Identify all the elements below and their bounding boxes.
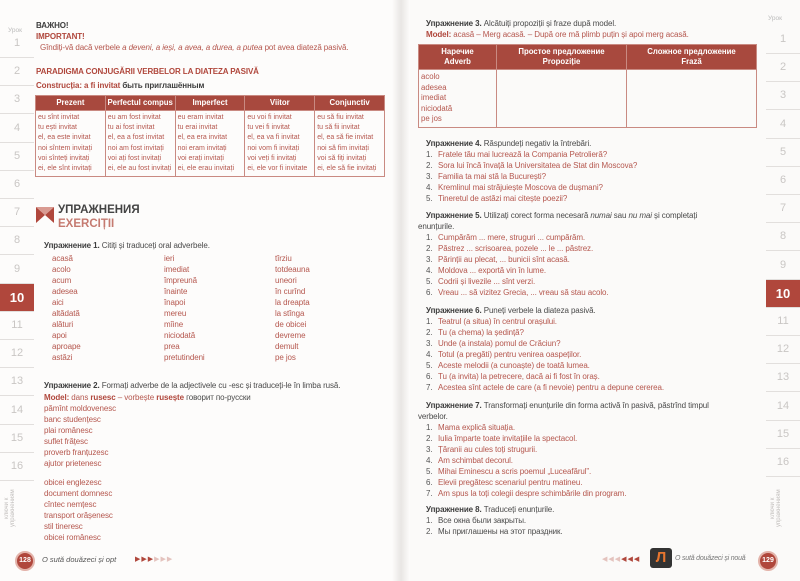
list-item: [426, 466, 626, 477]
conjugation-form: eu sînt invitat: [38, 114, 80, 121]
adverb: apoi: [52, 331, 67, 340]
note-verbs: a deveni, a ieși, a avea, a durea, a putea: [122, 43, 263, 52]
list-item: [426, 371, 664, 382]
ex1-title: [44, 240, 210, 251]
exercises-title-ru: УПРАЖНЕНИЯ: [58, 204, 140, 216]
adverb: aici: [52, 298, 64, 307]
lesson-tab-12[interactable]: 12: [0, 340, 34, 368]
list-item: [426, 526, 563, 537]
item-number: 1.: [426, 317, 433, 326]
item-number: 6.: [426, 478, 433, 487]
adverb: niciodată: [421, 103, 453, 113]
lesson-tab-14[interactable]: 14: [766, 393, 800, 421]
lesson-tab-13[interactable]: 13: [766, 364, 800, 392]
ex5-task: și completați: [651, 211, 698, 220]
list-item: [426, 276, 608, 287]
conjugation-form: tu ai fost invitat: [107, 124, 155, 132]
item-number: 3.: [426, 255, 433, 264]
item-text: Acestea sînt actele de care (a fi nevoie) pentru a depune cererea.: [438, 383, 664, 392]
list-item: [426, 316, 664, 327]
conjugation-form: voi să fiți invitați: [317, 154, 367, 162]
item-text: Iulia împarte toate invitațiile la spectacol.: [438, 434, 578, 443]
item-text: Am spus la toți colegii despre schimbările din program.: [438, 489, 627, 498]
adverb: înapoi: [164, 298, 186, 307]
ex5-title: [426, 210, 697, 221]
ex4-items: [426, 149, 637, 204]
ex5-items: [426, 232, 608, 298]
keys-tab[interactable]: ключи к упражнениям: [4, 489, 16, 527]
ex7-task-end: verbelor.: [418, 412, 448, 421]
ex4-task: Răspundeți negativ la întrebări.: [481, 139, 592, 148]
list-item: [426, 254, 608, 265]
model-text: acasă – Merg acasă. – După ore mă plimb puțin și apoi merg acasă.: [451, 30, 689, 39]
phrase: suflet frățesc: [44, 437, 88, 446]
lesson-tab-5[interactable]: 5: [0, 143, 34, 171]
adverb: adesea: [52, 287, 78, 296]
lesson-tab-11[interactable]: 11: [766, 308, 800, 336]
lesson-tab-4[interactable]: 4: [766, 111, 800, 139]
adverb: adesea: [421, 82, 447, 92]
model-ru: говорит по-русски: [183, 393, 251, 402]
adverb: demult: [275, 342, 299, 351]
list-item: [426, 422, 626, 433]
item-text: Aceste melodii (a cunoaște) de toată lumea.: [438, 361, 590, 370]
item-number: 2.: [426, 161, 433, 170]
page-number: 129: [758, 551, 778, 571]
adverb: prea: [164, 342, 180, 351]
phrase: obicei englezesc: [44, 478, 102, 487]
important-ru: ВАЖНО!: [36, 21, 69, 30]
item-number: 1.: [426, 150, 433, 159]
adverb: acolo: [52, 265, 71, 274]
header-line: Adverb: [444, 57, 471, 66]
conjugation-form: noi vom fi invitați: [247, 144, 300, 152]
item-number: 4.: [426, 456, 433, 465]
adverb: alături: [52, 320, 74, 329]
table-cell: [36, 111, 106, 177]
list-item: [426, 193, 637, 204]
item-number: 4.: [426, 183, 433, 192]
adverb: mîine: [164, 320, 184, 329]
ex1-task: Citiți și traduceți oral adverbele.: [99, 241, 210, 250]
conjugation-table: [35, 95, 385, 177]
item-text: Tu (a chema) la ședință?: [438, 328, 524, 337]
adverb: imediat: [164, 265, 190, 274]
lesson-tab-6[interactable]: 6: [766, 167, 800, 195]
adverb-column: [52, 253, 81, 363]
phrase: pămînt moldovenesc: [44, 404, 117, 413]
note: [40, 43, 385, 53]
lesson-tab-3[interactable]: 3: [766, 82, 800, 110]
model-d: rusește: [156, 393, 184, 402]
lesson-tab-8[interactable]: 8: [766, 223, 800, 251]
important-ro: IMPORTANT!: [36, 32, 85, 41]
conjugation-form: voi erați invitați: [177, 154, 224, 162]
item-text: Vreau ... să vizitez Grecia, ... vreau să stau acolo.: [438, 288, 609, 297]
item-number: 5.: [426, 361, 433, 370]
ex5-label: Упражнение 5.: [426, 211, 482, 220]
ex3-title: [426, 18, 616, 29]
lesson-tab-14[interactable]: 14: [0, 397, 34, 425]
conjugation-form: voi sînteți invitați: [38, 154, 90, 162]
item-text: Все окна были закрыты.: [438, 516, 526, 525]
adverb: acasă: [52, 254, 73, 263]
model-label: Model:: [44, 393, 70, 402]
header-line: Сложное предложение: [647, 47, 736, 56]
phrase: ajutor prietenesc: [44, 459, 102, 468]
construction-ru: быть приглашённым: [122, 81, 205, 90]
ex6-title: [426, 305, 596, 316]
adverb: înainte: [164, 287, 188, 296]
ex5-task: Utilizați corect forma necesară: [481, 211, 591, 220]
adverb: de obicei: [275, 320, 307, 329]
item-text: Sora lui încă învață la Universitatea de Stat din Moscova?: [438, 161, 638, 170]
table-header: [419, 45, 497, 70]
item-text: Țăranii au cules toți strugurii.: [438, 445, 538, 454]
ex5-nu-mai: nu mai: [628, 211, 652, 220]
item-number: 5.: [426, 194, 433, 203]
lesson-tab-2[interactable]: 2: [0, 58, 34, 86]
ex7-title: [426, 400, 709, 411]
ex2-label: Упражнение 2.: [44, 381, 100, 390]
item-text: Cumpărăm ... mere, struguri ... cumpărăm.: [438, 233, 586, 242]
conjugation-form: ei, ele sînt invitați: [38, 165, 92, 173]
adverb-column: [164, 253, 205, 363]
item-number: 4.: [426, 350, 433, 359]
ex3-model: [426, 29, 689, 40]
list-item: [426, 265, 608, 276]
ex2-title: [44, 380, 340, 391]
item-number: 3.: [426, 339, 433, 348]
phrase: cîntec nemțesc: [44, 500, 97, 509]
lesson-tab-9[interactable]: 9: [0, 256, 34, 284]
page-number-text: O sută douăzeci și nouă: [675, 555, 746, 562]
table-header: Prezent: [36, 96, 106, 111]
list-item: [426, 327, 664, 338]
conjugation-form: ei, ele erau invitați: [177, 165, 235, 173]
lesson-tab-15[interactable]: 15: [0, 425, 34, 453]
item-text: Kremlinul mai străjuiește Moscova de dușmani?: [438, 183, 603, 192]
phrase: obicei românesc: [44, 533, 101, 542]
item-number: 5.: [426, 467, 433, 476]
adverb: altădată: [52, 309, 80, 318]
conjugation-form: tu erai invitat: [177, 124, 218, 132]
adverb: pretutindeni: [164, 353, 205, 362]
construction-label: Construcția: a fi invitat: [36, 81, 121, 90]
phrase: proverb franțuzesc: [44, 448, 109, 457]
adverb-column: [275, 253, 310, 363]
page-number: 128: [15, 551, 35, 571]
lesson-tab-4[interactable]: 4: [0, 115, 34, 143]
lesson-tab-15[interactable]: 15: [766, 421, 800, 449]
adverb: tîrziu: [275, 254, 292, 263]
empty-cell[interactable]: [627, 70, 757, 128]
phrase-list: [44, 403, 116, 469]
item-text: Totul (a pregăti) pentru venirea oaspeților.: [438, 350, 582, 359]
ex3-task: Alcătuiți propoziții și fraze după model.: [481, 19, 617, 28]
item-text: Am schimbat decorul.: [438, 456, 513, 465]
phrase: transport orășenesc: [44, 511, 113, 520]
lesson-tab-9[interactable]: 9: [766, 252, 800, 280]
lesson-label: Урок: [768, 15, 782, 22]
ex5-task-end: enunțurile.: [418, 222, 455, 231]
table-header: Conjunctiv: [315, 96, 385, 111]
adverb: totdeauna: [275, 265, 310, 274]
conjugation-form: tu ești invitat: [38, 124, 77, 132]
adverb: astăzi: [52, 353, 73, 362]
list-item: [426, 488, 626, 499]
list-item: [426, 243, 608, 254]
list-item: [426, 149, 637, 160]
conjugation-form: eu voi fi invitat: [247, 114, 292, 121]
adverb: imediat: [421, 93, 447, 103]
conjugation-form: eu am fost invitat: [107, 114, 161, 121]
adverb: în curînd: [275, 287, 306, 296]
conjugation-form: noi sîntem invitați: [38, 144, 93, 152]
ex3-label: Упражнение 3.: [426, 19, 482, 28]
model-c: – vorbește: [115, 393, 157, 402]
item-text: Teatrul (a situa) în centrul orașului.: [438, 317, 557, 326]
exercises-icon: [36, 207, 54, 223]
lesson-tab-7[interactable]: 7: [766, 195, 800, 223]
watermark-logo: Л: [650, 548, 672, 568]
lesson-tab-11[interactable]: 11: [0, 312, 34, 340]
arrows-decoration: ▶▶▶▶▶▶: [135, 556, 174, 563]
model-label: Model:: [426, 30, 452, 39]
conjugation-form: noi să fim invitați: [317, 144, 369, 152]
right-page: [400, 0, 800, 581]
ex2-model: [44, 392, 251, 403]
lesson-tab-12[interactable]: 12: [766, 336, 800, 364]
adverb: la dreapta: [275, 298, 310, 307]
conjugation-form: ei, ele să fie invitați: [317, 165, 377, 173]
item-text: Mama explică situația.: [438, 423, 515, 432]
table-cell: [105, 111, 175, 177]
item-text: Fratele tău mai lucrează la Compania Petrolieră?: [438, 150, 608, 159]
list-item: [426, 360, 664, 371]
adverb: devreme: [275, 331, 306, 340]
adverb: acolo: [421, 72, 440, 81]
list-item: [426, 477, 626, 488]
ex7-task: Transformați enunțurile din forma activă în pasivă, păstrînd timpul: [481, 401, 709, 410]
ex8-label: Упражнение 8.: [426, 505, 482, 514]
adverb: acum: [52, 276, 72, 285]
ex7-label: Упражнение 7.: [426, 401, 482, 410]
list-item: [426, 160, 637, 171]
adverb: împreună: [164, 276, 197, 285]
list-item: [426, 515, 563, 526]
conjugation-form: el, ea să fie invitat: [317, 134, 374, 142]
ex7-items: [426, 422, 626, 499]
lesson-tab-7[interactable]: 7: [0, 199, 34, 227]
conjugation-form: ei, ele au fost invitați: [107, 165, 172, 173]
table-header: Perfectul compus: [105, 96, 175, 111]
conjugation-form: el, ea va fi invitat: [247, 134, 300, 142]
item-text: Părinții au plecat, ... bunicii sînt acasă.: [438, 255, 570, 264]
list-item: [426, 182, 637, 193]
ex5-task: sau: [611, 211, 629, 220]
item-text: Moldova ... exportă vin în lume.: [438, 266, 546, 275]
table-header: Viitor: [245, 96, 315, 111]
ex6-items: [426, 316, 664, 393]
item-number: 7.: [426, 489, 433, 498]
table-header: [497, 45, 627, 70]
item-number: 1.: [426, 233, 433, 242]
item-number: 2.: [426, 434, 433, 443]
adverb: niciodată: [164, 331, 196, 340]
conjugation-form: tu să fii invitat: [317, 124, 360, 132]
item-text: Elevii pregătesc scenariul pentru matineu.: [438, 478, 583, 487]
ex3-table: [418, 44, 757, 128]
conjugation-form: voi ați fost invitați: [107, 154, 162, 162]
item-number: 2.: [426, 527, 433, 536]
list-item: [426, 382, 664, 393]
lesson-tab-6[interactable]: 6: [0, 171, 34, 199]
paradigm-title: PARADIGMA CONJUGĂRII VERBELOR LA DIATEZA PASIVĂ: [36, 67, 259, 76]
lesson-tab-16[interactable]: 16: [0, 453, 34, 481]
item-number: 7.: [426, 383, 433, 392]
phrase-list: [44, 477, 113, 543]
lesson-tab-16[interactable]: 16: [766, 449, 800, 477]
ex4-title: [426, 138, 591, 149]
arrows-decoration: ◀◀◀◀◀◀: [602, 556, 641, 563]
table-header: Imperfect: [175, 96, 245, 111]
construction: [36, 80, 204, 91]
keys-tab[interactable]: ключи к упражнениям: [770, 489, 782, 527]
lesson-tab-2[interactable]: 2: [766, 54, 800, 82]
item-number: 1.: [426, 516, 433, 525]
item-text: Мы приглашены на этот праздник.: [438, 527, 563, 536]
item-number: 3.: [426, 445, 433, 454]
item-number: 1.: [426, 423, 433, 432]
lesson-tab-10[interactable]: 10: [766, 280, 800, 308]
table-header: [627, 45, 757, 70]
item-text: Familia ta mai stă la București?: [438, 172, 546, 181]
item-text: Mihai Eminescu a scris poemul „Luceafărul”.: [438, 467, 592, 476]
lesson-tab-8[interactable]: 8: [0, 227, 34, 255]
list-item: [426, 171, 637, 182]
model-b: rusesc: [90, 393, 116, 402]
lesson-label: Урок: [8, 27, 22, 34]
phrase: document domnesc: [44, 489, 113, 498]
ex8-items: [426, 515, 563, 537]
header-line: Propoziție: [542, 57, 581, 66]
adverb: pe jos: [275, 353, 296, 362]
adverb: aproape: [52, 342, 81, 351]
page-number-text: O sută douăzeci și opt: [42, 555, 117, 564]
lesson-tab-5[interactable]: 5: [766, 139, 800, 167]
adverb: pe jos: [421, 114, 442, 124]
item-text: Păstrez ... scrisoarea, pozele ... le ... păstrez.: [438, 244, 594, 253]
list-item: [426, 455, 626, 466]
list-item: [426, 287, 608, 298]
phrase: banc studențesc: [44, 415, 101, 424]
adverb: ieri: [164, 254, 175, 263]
ex1-label: Упражнение 1.: [44, 241, 100, 250]
conjugation-form: el, ea a fost invitat: [107, 134, 165, 142]
item-number: 6.: [426, 288, 433, 297]
ex8-task: Traduceți enunțurile.: [481, 505, 555, 514]
item-number: 5.: [426, 277, 433, 286]
header-line: Наречие: [441, 47, 474, 56]
item-number: 2.: [426, 244, 433, 253]
lesson-tab-1[interactable]: 1: [766, 26, 800, 54]
table-cell: [175, 111, 245, 177]
ex5-numai: numai: [590, 211, 612, 220]
lesson-tab-10[interactable]: 10: [0, 284, 34, 312]
model-a: dans: [69, 393, 91, 402]
adverb: mereu: [164, 309, 187, 318]
ex6-label: Упражнение 6.: [426, 306, 482, 315]
lesson-tab-13[interactable]: 13: [0, 368, 34, 396]
item-number: 4.: [426, 266, 433, 275]
note-text: Gîndiți-vă dacă verbele: [40, 43, 123, 52]
header-line: Простое предложение: [518, 47, 605, 56]
exercises-title-ro: EXERCIȚII: [58, 218, 115, 230]
conjugation-form: eu eram invitat: [177, 114, 224, 121]
empty-cell[interactable]: [497, 70, 627, 128]
conjugation-form: noi am fost invitați: [107, 144, 164, 152]
conjugation-form: el, ea era invitat: [177, 134, 228, 142]
conjugation-form: el, ea este invitat: [38, 134, 91, 142]
phrase: stil tineresc: [44, 522, 83, 531]
header-line: Frază: [681, 57, 702, 66]
lesson-tab-3[interactable]: 3: [0, 86, 34, 114]
item-text: Codrii și livezile ... sînt verzi.: [438, 277, 536, 286]
table-cell: [315, 111, 385, 177]
ex4-label: Упражнение 4.: [426, 139, 482, 148]
ex6-task: Puneți verbele la diateza pasivă.: [481, 306, 596, 315]
lesson-tab-1[interactable]: 1: [0, 30, 34, 58]
note-text-end: pot avea diateză pasivă.: [262, 43, 349, 52]
adverb: la stînga: [275, 309, 305, 318]
item-text: Tu (a invita) la petrecere, dacă ai fi fost în oraș.: [438, 372, 600, 381]
conjugation-form: noi eram invitați: [177, 144, 227, 152]
item-text: Unde (a instala) pomul de Crăciun?: [438, 339, 561, 348]
list-item: [426, 232, 608, 243]
conjugation-form: ei, ele vor fi invitate: [247, 165, 308, 173]
item-number: 2.: [426, 328, 433, 337]
conjugation-form: voi veți fi invitați: [247, 154, 297, 162]
adverb: uneori: [275, 276, 297, 285]
item-number: 3.: [426, 172, 433, 181]
ex2-task: Formați adverbe de la adjectivele cu -esc și traduceți-le în limba rusă.: [99, 381, 341, 390]
phrase: plai românesc: [44, 426, 93, 435]
item-text: Tineretul de astăzi mai citește poezii?: [438, 194, 568, 203]
list-item: [426, 338, 664, 349]
list-item: [426, 444, 626, 455]
list-item: [426, 349, 664, 360]
conjugation-form: tu vei fi invitat: [247, 124, 290, 132]
conjugation-form: eu să fiu invitat: [317, 114, 364, 121]
item-number: 6.: [426, 372, 433, 381]
ex8-title: [426, 504, 554, 515]
table-cell: [245, 111, 315, 177]
list-item: [426, 433, 626, 444]
